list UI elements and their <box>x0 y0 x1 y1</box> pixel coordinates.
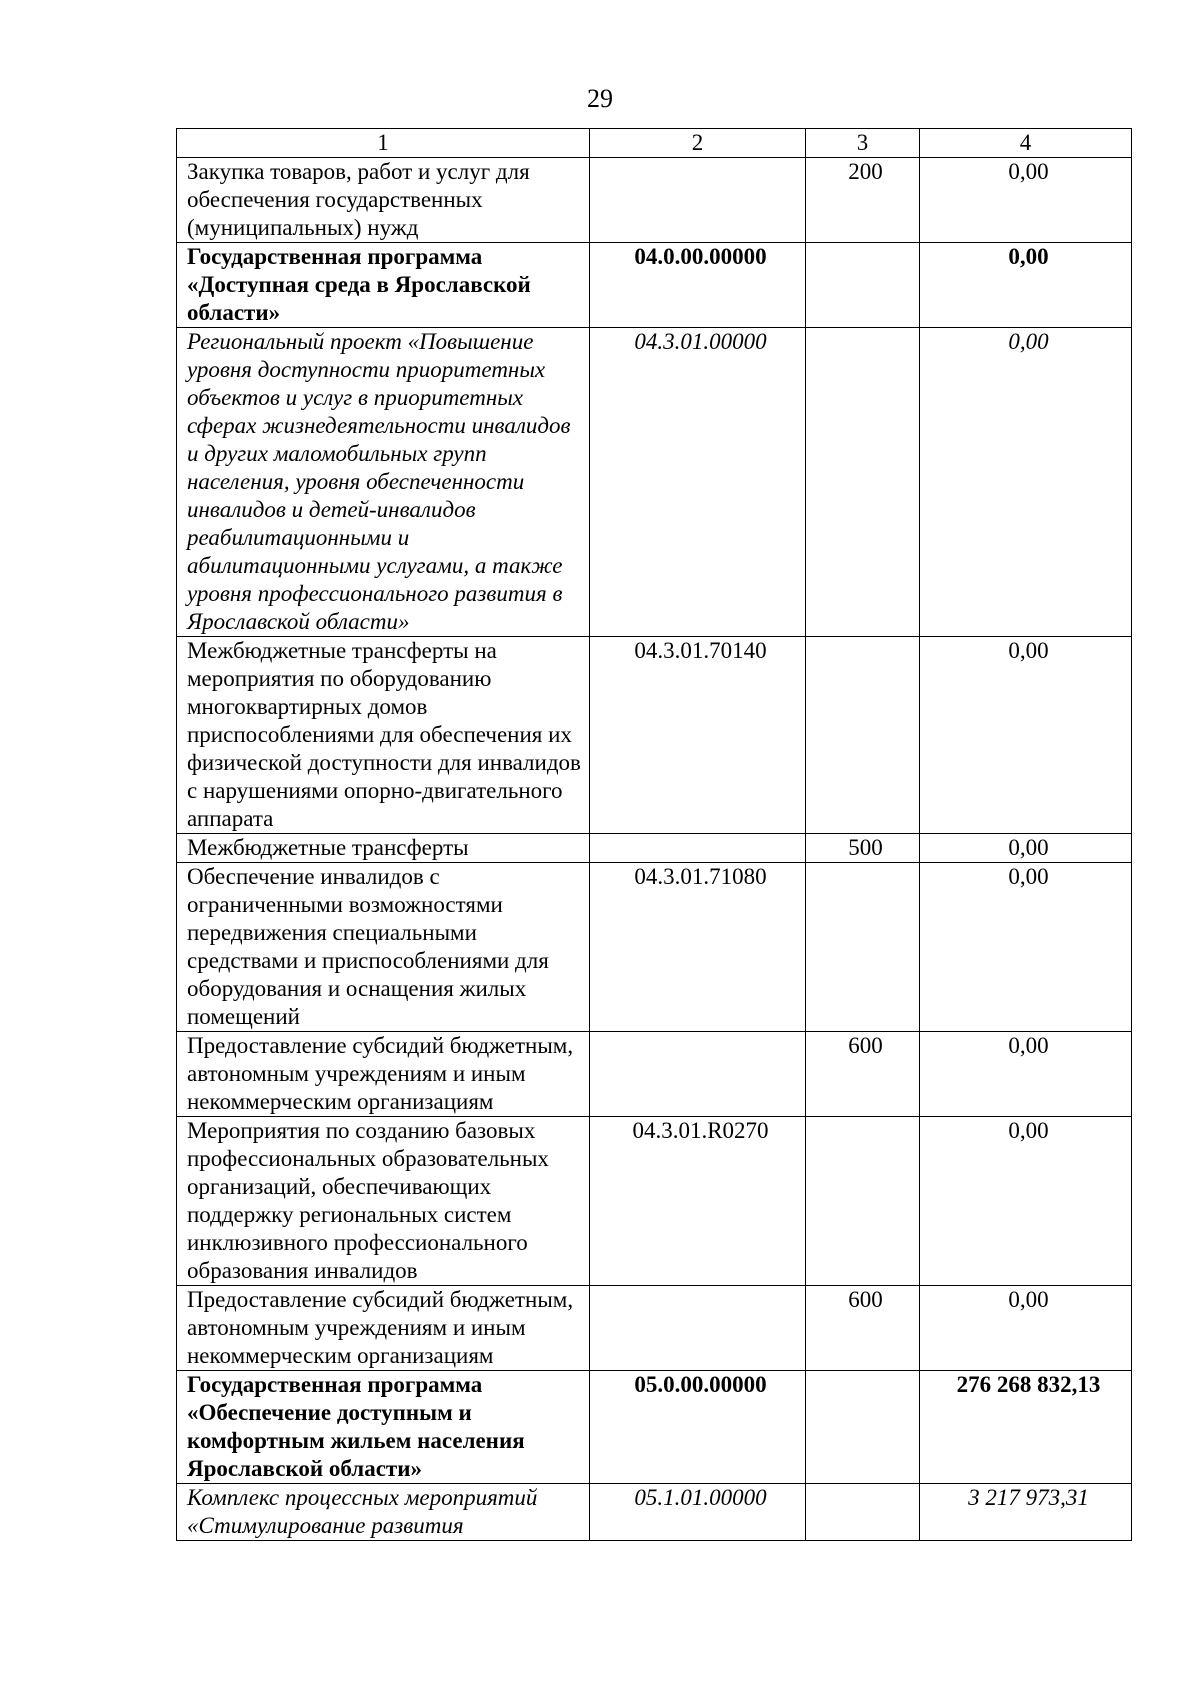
row-amount-cell: 0,00 <box>920 834 1132 863</box>
row-code-cell: 04.3.01.71080 <box>590 863 806 1032</box>
table-row <box>177 1484 1132 1541</box>
row-code-cell: 04.3.01.70140 <box>590 637 806 834</box>
table-row <box>177 863 1132 1032</box>
row-type-cell: 600 <box>806 1286 920 1371</box>
column-header-1: 1 <box>177 129 590 158</box>
page-number: 29 <box>587 84 613 113</box>
row-name-cell: Межбюджетные трансферты <box>177 834 590 863</box>
row-name-cell: Мероприятия по созданию базовых профессиональных образовательных организаций, обеспечивающих поддержку региональных систем инклюзивного профессионального образования инвалидов <box>177 1117 590 1286</box>
row-amount-cell: 0,00 <box>920 1117 1132 1286</box>
table-row <box>177 1286 1132 1371</box>
budget-table <box>176 128 1132 1541</box>
row-code-cell: 05.1.01.00000 <box>590 1484 806 1541</box>
row-code-cell <box>590 158 806 243</box>
row-type-cell <box>806 1371 920 1484</box>
table-row <box>177 328 1132 637</box>
column-header-4: 4 <box>920 129 1132 158</box>
row-name-cell: Комплекс процессных мероприятий «Стимулирование развития <box>177 1484 590 1541</box>
row-type-cell: 600 <box>806 1032 920 1117</box>
table-row <box>177 158 1132 243</box>
row-name-cell: Обеспечение инвалидов с ограниченными возможностями передвижения специальными средствами и приспособлениями для оборудования и оснащения жилых помещений <box>177 863 590 1032</box>
row-type-cell <box>806 1117 920 1286</box>
row-name-cell: Закупка товаров, работ и услуг для обеспечения государственных (муниципальных) нужд <box>177 158 590 243</box>
row-amount-cell: 0,00 <box>920 243 1132 328</box>
header-row <box>177 129 1132 158</box>
row-name-cell: Государственная программа «Доступная среда в Ярославской области» <box>177 243 590 328</box>
table-row <box>177 243 1132 328</box>
row-code-cell <box>590 1032 806 1117</box>
column-header-2: 2 <box>590 129 806 158</box>
row-code-cell: 04.3.01.R0270 <box>590 1117 806 1286</box>
row-code-cell <box>590 1286 806 1371</box>
row-amount-cell: 0,00 <box>920 863 1132 1032</box>
row-code-cell: 05.0.00.00000 <box>590 1371 806 1484</box>
row-name-cell: Региональный проект «Повышение уровня доступности приоритетных объектов и услуг в приоритетных сферах жизнедеятельности инвалидов и других маломобильных групп населения, уровня обеспеченности инвалидов и детей-инвалидов реабилитационными и абилитационными услугами, а также уровня профессионального развития в Ярославской области» <box>177 328 590 637</box>
row-amount-cell: 0,00 <box>920 158 1132 243</box>
row-amount-cell: 276 268 832,13 <box>920 1371 1132 1484</box>
row-amount-cell: 3 217 973,31 <box>920 1484 1132 1541</box>
row-type-cell <box>806 1484 920 1541</box>
row-code-cell: 04.0.00.00000 <box>590 243 806 328</box>
row-name-cell: Государственная программа «Обеспечение доступным и комфортным жильем населения Ярославской области» <box>177 1371 590 1484</box>
row-amount-cell: 0,00 <box>920 637 1132 834</box>
row-amount-cell: 0,00 <box>920 328 1132 637</box>
row-amount-cell: 0,00 <box>920 1286 1132 1371</box>
row-type-cell: 200 <box>806 158 920 243</box>
table-row <box>177 1371 1132 1484</box>
row-amount-cell: 0,00 <box>920 1032 1132 1117</box>
row-type-cell <box>806 328 920 637</box>
table-row <box>177 637 1132 834</box>
table-row <box>177 1117 1132 1286</box>
row-type-cell: 500 <box>806 834 920 863</box>
row-code-cell <box>590 834 806 863</box>
row-name-cell: Межбюджетные трансферты на мероприятия по оборудованию многоквартирных домов приспособлениями для обеспечения их физической доступности для инвалидов с нарушениями опорно-двигательного аппарата <box>177 637 590 834</box>
row-type-cell <box>806 243 920 328</box>
table-row <box>177 834 1132 863</box>
table-row <box>177 1032 1132 1117</box>
row-name-cell: Предоставление субсидий бюджетным, автономным учреждениям и иным некоммерческим организациям <box>177 1286 590 1371</box>
column-header-3: 3 <box>806 129 920 158</box>
row-type-cell <box>806 863 920 1032</box>
row-type-cell <box>806 637 920 834</box>
row-name-cell: Предоставление субсидий бюджетным, автономным учреждениям и иным некоммерческим организациям <box>177 1032 590 1117</box>
row-code-cell: 04.3.01.00000 <box>590 328 806 637</box>
